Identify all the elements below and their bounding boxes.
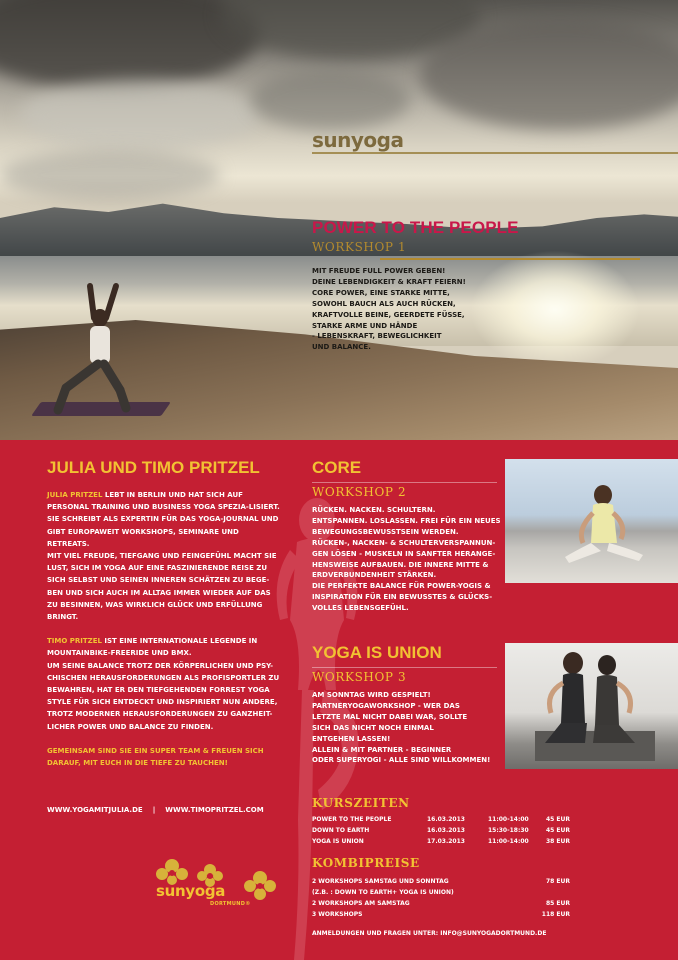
contact-email[interactable]: ANMELDUNGEN UND FRAGEN UNTER: INFO@SUNYOGADORTMUND.DE [312,930,547,937]
combo-name: 2 WORKSHOPS AM SAMSTAG [312,900,410,907]
text-line: MIT FREUDE FULL POWER GEBEN! [312,267,446,275]
workshop2-title: CORE [312,458,362,477]
kombipreise-table [312,878,572,922]
course-price: 45 EUR [545,816,570,823]
link-yogamitjulia[interactable]: WWW.YOGAMITJULIA.DE [47,806,143,814]
workshop1-divider [380,258,640,260]
text-line: DEINE LEBENDIGKEIT & KRAFT FEIERN! [312,277,466,286]
brand-wordmark: sunyoga [312,128,404,152]
table-row [312,878,572,889]
text-line: ENTGEHEN LASSEN! [312,734,391,743]
text-line: UND BALANCE. [312,343,371,352]
brand-divider [312,152,678,154]
text-line: DIE PERFEKTE BALANCE FÜR POWER-YOGIS & [312,582,491,591]
text-line: - LEBENSKRAFT, BEWEGLICHKEIT [312,332,442,341]
text-line: BEWEGUNGSBEWUSSTSEIN WERDEN. [312,527,459,536]
table-row [312,911,572,922]
kurszeiten-table [312,816,572,849]
kurszeiten-title: KURSZEITEN [312,796,410,810]
workshop3-description [312,690,507,766]
logo-wordmark: sunyoga [156,882,226,900]
workshop2-divider [312,482,497,483]
text-line: ODER SUPERYOGI - ALLE SIND WILLKOMMEN! [312,756,491,765]
course-name: DOWN TO EARTH [312,827,370,834]
workshop1-subtitle: WORKSHOP 1 [312,240,407,254]
text-span: IST EINE INTERNATIONALE LEGENDE IN MOUNTAINBIKE-FREERIDE UND BMX. [47,637,258,658]
workshop3-subtitle: WORKSHOP 3 [312,670,407,684]
text-line: RÜCKEN. NACKEN. SCHULTERN. [312,506,436,514]
workshop1-title: POWER TO THE PEOPLE [312,218,519,237]
text-line: CORE POWER, EINE STARKE MITTE, [312,288,450,297]
name-timo: TIMO PRITZEL [47,637,102,646]
bio-closing: GEMEINSAM SIND SIE EIN SUPER TEAM & FREUEN SICH DARAUF, MIT EUCH IN DIE TIEFE ZU TAUCHEN! [47,746,264,768]
combo-price: 78 EUR [545,878,570,885]
combo-price: 85 EUR [545,900,570,907]
bio-text [47,489,283,781]
text-line: LETZTE MAL NICHT DABEI WAR, SOLLTE [312,712,468,721]
combo-name: 2 WORKSHOPS SAMSTAG UND SONNTAG [312,878,449,885]
core-photo [505,459,678,583]
table-row [312,889,572,900]
seated-yogi-figure [505,459,678,583]
bio-paragraph-timo [47,635,283,733]
course-time: 15:30-18:30 [488,827,529,834]
course-date: 16.03.2013 [427,816,465,823]
text-line: GEN LÖSEN - MUSKELN IN SANFTER HERANGE- [312,549,496,558]
text-line: STARKE ARME UND HÄNDE [312,321,418,330]
workshop2-description [312,505,502,614]
text-span: SIE SCHREIBT ALS EXPERTIN FÜR DAS YOGA-JOURNAL UND GIBT EUROPAWEIT WORKSHOPS, SEMINARE UND RETREATS. [47,515,279,548]
website-links [47,806,297,814]
text-span: LEBT IN BERLIN UND HAT SICH AUF PERSONAL TRAINING UND BUSINESS YOGA SPEZIA-LISIERT. [47,491,280,512]
course-name: YOGA IS UNION [312,838,364,845]
bio-paragraph-julia [47,489,283,623]
course-name: POWER TO THE PEOPLE [312,816,392,823]
workshop3-divider [312,667,497,668]
text-line: KRAFTVOLLE BEINE, GEERDETE FÜSSE, [312,310,465,319]
text-line: VOLLES LEBENSGEFÜHL. [312,604,409,613]
link-timopritzel[interactable]: WWW.TIMOPRITZEL.COM [165,806,264,814]
name-julia: JULIA PRITZEL [47,491,103,499]
text-line: AM SONNTAG WIRD GESPIELT! [312,691,431,699]
table-row [312,838,572,849]
link-separator: | [152,806,156,814]
yogi-figure [50,278,140,418]
kombipreise-title: KOMBIPREISE [312,856,420,870]
course-time: 11:00-14:00 [488,838,529,845]
partner-yoga-figures [505,643,678,769]
text-line: ALLEIN & MIT PARTNER - BEGINNER [312,745,452,754]
text-line: SICH DAS NICHT NOCH EINMAL [312,723,434,732]
table-row [312,827,572,838]
combo-price: 118 EUR [541,911,570,918]
partner-yoga-photo [505,643,678,769]
text-line: INSPIRATION FÜR EIN BEWUSSTES & GLÜCKS- [312,593,493,602]
workshop2-subtitle: WORKSHOP 2 [312,485,407,499]
course-time: 11:00-14:00 [488,816,529,823]
text-line: HENSWEISE AUFBAUEN. DIE INNERE MITTE & [312,560,489,569]
sunyoga-dortmund-logo [150,856,280,924]
table-row [312,900,572,911]
text-line: ENTSPANNEN. LOSLASSEN. FREI FÜR EIN NEUES [312,516,501,525]
workshop3-title: YOGA IS UNION [312,643,442,662]
text-line: ERDVERBUNDENHEIT STÄRKEN. [312,571,437,580]
text-line: PARTNERYOGAWORKSHOP - WER DAS [312,701,460,710]
text-span: UM SEINE BALANCE TROTZ DER KÖRPERLICHEN UND PSY-CHISCHEN HERAUSFORDERUNGEN ALS PROFISPORTLER ZU BEWAHREN, HAT ER DEN TIEFGEHENDEN FORREST YOGA STYLE FÜR SICH ENTDECKT UND INSPIRIERT NUN ANDERE, TROTZ MODERNER HERAUSFORDERUNGEN ZU GANZHEIT-LICHER POWER UND BALANCE ZU FINDEN. [47,661,280,731]
course-price: 38 EUR [545,838,570,845]
text-span: MIT VIEL FREUDE, TIEFGANG UND FEINGEFÜHL MACHT SIE LUST, SICH IM YOGA AUF EINE FASZINIERENDE REISE ZU SICH SELBST UND SEINEN INNEREN SCHÄTZEN ZU BEGE-BEN UND SICH AUCH IM ALLTAG IMMER WIEDER AUF DAS ZU BESINNEN, WAS WIRKLICH GLÜCK UND ERFÜLLUNG BRINGT. [47,552,277,622]
bio-title: JULIA UND TIMO PRITZEL [47,458,260,477]
combo-name: (Z.B. : DOWN TO EARTH+ YOGA IS UNION) [312,889,454,896]
course-date: 16.03.2013 [427,827,465,834]
course-date: 17.03.2013 [427,838,465,845]
combo-name: 3 WORKSHOPS [312,911,363,918]
logo-city: DORTMUND® [210,901,251,907]
text-line: RÜCKEN-, NACKEN- & SCHULTERVERSPANNUN- [312,538,496,547]
table-row [312,816,572,827]
workshop1-description [312,266,512,353]
course-price: 45 EUR [545,827,570,834]
text-line: SOWOHL BAUCH ALS AUCH RÜCKEN, [312,299,456,308]
